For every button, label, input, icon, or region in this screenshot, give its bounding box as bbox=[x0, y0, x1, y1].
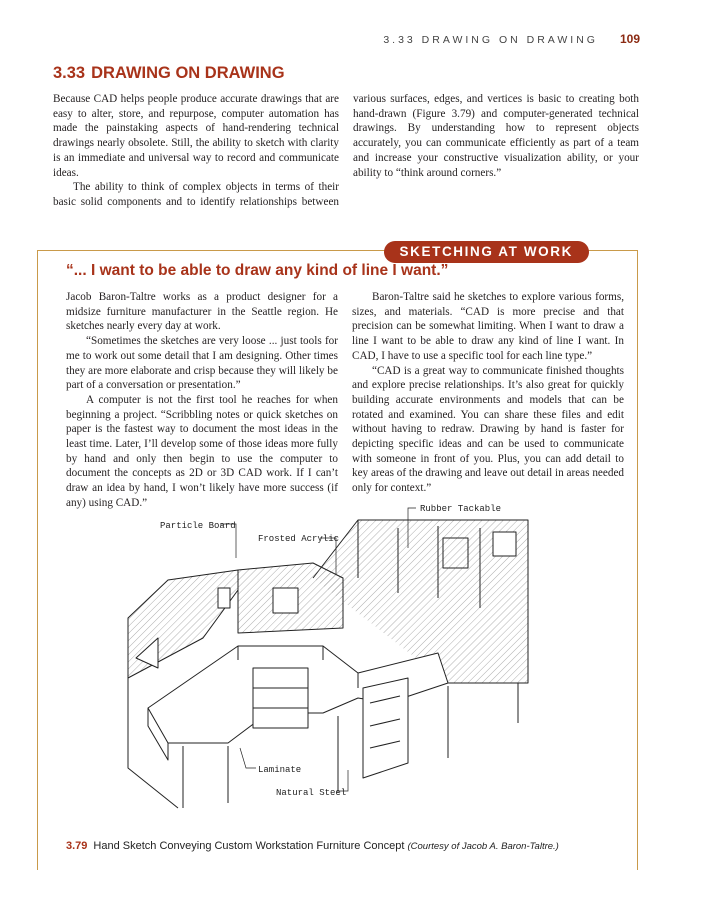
sidebar-text bbox=[66, 290, 624, 511]
intro-text bbox=[53, 92, 639, 210]
running-title: 3.33 DRAWING ON DRAWING bbox=[383, 34, 598, 46]
callout-frosted-acrylic: Frosted Acrylic bbox=[258, 534, 340, 544]
caption-number: 3.79 bbox=[66, 840, 88, 852]
page-number: 109 bbox=[619, 32, 640, 46]
sidebar-paragraph: Jacob Baron-Taltre works as a product designer for a midsize furniture manufacturer in the Seattle region. He sketches nearly every day at work. bbox=[66, 291, 338, 333]
section-title bbox=[53, 64, 285, 83]
callout-natural-steel: Natural Steel bbox=[276, 788, 347, 798]
caption-credit: (Courtesy of Jacob A. Baron-Taltre.) bbox=[407, 841, 559, 852]
callout-rubber-tackable: Rubber Tackable bbox=[420, 504, 502, 514]
sidebar-tab: SKETCHING AT WORK bbox=[384, 241, 589, 263]
sidebar-paragraph: Baron-Taltre said he sketches to explore various forms, sizes, and materials. “CAD is more precise and that precision can be somewhat limiting. When I want to draw a line I want to be able to draw any kind of line I want. In CAD, I have to use a specific tool for each line type.” bbox=[352, 291, 624, 362]
intro-paragraph: Because CAD helps people produce accurate drawings that are easy to alter, store, and repurpose, computer automation has made the painstaking aspects of hand-rendering technical drawings nearly obsolete. Still, the ability to sketch with clarity is an immediate and universal way to record and communicate ideas. bbox=[53, 93, 339, 179]
caption-text: Hand Sketch Conveying Custom Workstation Furniture Concept bbox=[93, 840, 405, 852]
sidebar-paragraph: “CAD is a great way to communicate finished thoughts and explore precise relationships. It’s also great for quickly building accurate environments and models that can be rotated and examined. You can share these files and edit without having to redraw. Drawing by hand is faster for depicting specific ideas and can be used to communicate with someone in front of you. Plus, you can add detail to key areas of the drawing and leave out detail in areas needed only for context.” bbox=[352, 364, 624, 495]
section-number: 3.33 bbox=[53, 64, 86, 82]
sidebar-paragraph: A computer is not the first tool he reaches for when beginning a project. “Scribbling notes or quick sketches on paper is the fastest way to document the most ideas in the least time. Later, I’ll develop some of those ideas more fully by hand and only then begin to use the computer to document the concepts as 2D or 3D CAD work. If I can’t draw an idea by hand, I won’t likely have more success (if any) using CAD.” bbox=[66, 393, 338, 509]
section-heading: DRAWING ON DRAWING bbox=[91, 64, 285, 82]
pull-quote: “... I want to be able to draw any kind of line I want.” bbox=[66, 262, 449, 279]
callout-particle-board: Particle Board bbox=[160, 521, 236, 531]
figure-caption bbox=[66, 840, 559, 852]
sidebar-paragraph: “Sometimes the sketches are very loose ... just tools for me to work out some detail that I am designing. Other times they are more elaborate and crisp because they will likely be part of a conversation or presentation.” bbox=[66, 335, 338, 392]
intro-paragraph: The ability to think of complex objects in terms of their basic solid components and to identify relationships between various surfaces, edges, and vertices is basic to creating both hand-drawn (Figure 3.79) and computer-generated technical drawings. By understanding how to represent objects accurately, you can communicate efficiently as part of a team and increase your constructive visualization ability, or your ability to “think around corners.” bbox=[53, 93, 639, 208]
callout-laminate: Laminate bbox=[258, 765, 302, 775]
workstation-sketch bbox=[108, 498, 533, 823]
running-head bbox=[0, 32, 640, 46]
